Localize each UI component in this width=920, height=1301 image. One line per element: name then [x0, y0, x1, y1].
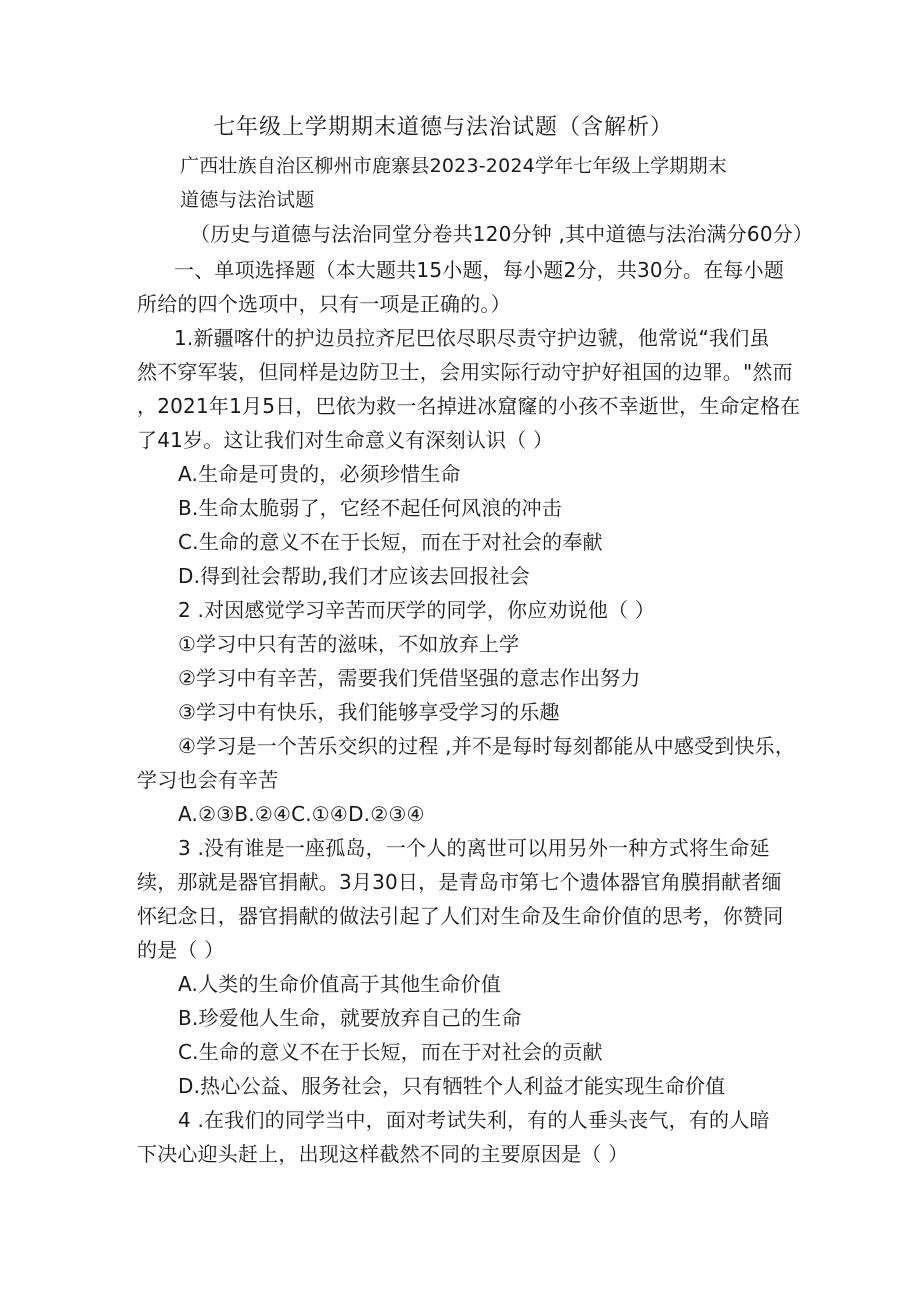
question-1-stem-line: ，2021年1月5日，巴依为救一名掉进冰窟窿的小孩不幸逝世，生命定格在 [137, 394, 801, 418]
question-3-stem-line: 的是（ ） [137, 938, 225, 962]
question-1-option-b: B.生命太脆弱了，它经不起任何风浪的冲击 [178, 496, 563, 520]
question-4-stem-line: 下决心迎头赶上，出现这样截然不同的主要原因是（ ） [137, 1142, 629, 1166]
question-3-stem-line: 续，那就是器官捐献。3月30日，是青岛市第七个遗体器官角膜捐献者缅 [137, 870, 782, 894]
question-4-stem-line: 4 .在我们的同学当中，面对考试失利，有的人垂头丧气，有的人暗 [178, 1108, 770, 1132]
question-3-stem-line: 3 .没有谁是一座孤岛，一个人的离世可以用另外一种方式将生命延 [178, 836, 770, 860]
subtitle-line-1: 广西壮族自治区柳州市鹿寨县2023-2024学年七年级上学期期末 [180, 155, 727, 177]
subtitle-line-2: 道德与法治试题 [180, 189, 315, 211]
question-2-statement: ④学习是一个苦乐交织的过程 ,并不是每时每刻都能从中感受到快乐， [178, 734, 796, 758]
question-2-statement: ②学习中有辛苦，需要我们凭借坚强的意志作出努力 [178, 666, 641, 690]
question-1-stem-line: 1.新疆喀什的护边员拉齐尼巴依尽职尽责守护边虢，他常说“我们虽 [174, 326, 770, 350]
question-1-option-d: D.得到社会帮助,我们才应该去回报社会 [178, 564, 530, 588]
document-title: 七年级上学期期末道德与法治试题（含解析） [213, 115, 674, 140]
question-3-option-a: A.人类的生命价值高于其他生命价值 [178, 972, 502, 996]
section-heading-line-2: 所给的四个选项中，只有一项是正确的。） [137, 292, 511, 316]
exam-note: （历史与道德与法治同堂分卷共120分钟 ,其中道德与法治满分60分） [190, 222, 814, 246]
question-3-option-d: D.热心公益、服务社会，只有牺牲个人利益才能实现生命价值 [178, 1074, 726, 1098]
question-1-stem-line: 然不穿军装，但同样是边防卫士，会用实际行动守护好祖国的边罪。"然而 [137, 360, 793, 384]
question-1-stem-line: 了41岁。这让我们对生命意义有深刻认识（ ） [137, 428, 554, 452]
question-2-statement: ①学习中只有苦的滋味，不如放弃上学 [178, 632, 520, 656]
question-2-options: A.②③B.②④C.①④D.②③④ [178, 802, 425, 826]
question-3-stem-line: 怀纪念日，器官捐献的做法引起了人们对生命及生命价值的思考，你赞同 [137, 904, 784, 928]
question-3-option-b: B.珍爱他人生命，就要放弃自己的生命 [178, 1006, 522, 1030]
question-1-option-c: C.生命的意义不在于长短，而在于对社会的奉献 [178, 530, 603, 554]
question-3-option-c: C.生命的意义不在于长短，而在于对社会的贡献 [178, 1040, 603, 1064]
question-2-statement: 学习也会有辛苦 [137, 768, 279, 792]
question-2-stem-line: 2 .对因感觉学习辛苦而厌学的同学，你应劝说他（ ） [178, 598, 655, 622]
question-2-statement: ③学习中有快乐，我们能够享受学习的乐趣 [178, 700, 560, 724]
question-1-option-a: A.生命是可贵的，必须珍惜生命 [178, 462, 461, 486]
section-heading-line-1: 一、单项选择题（本大题共15小题，每小题2分，共30分。在每小题 [174, 258, 785, 282]
